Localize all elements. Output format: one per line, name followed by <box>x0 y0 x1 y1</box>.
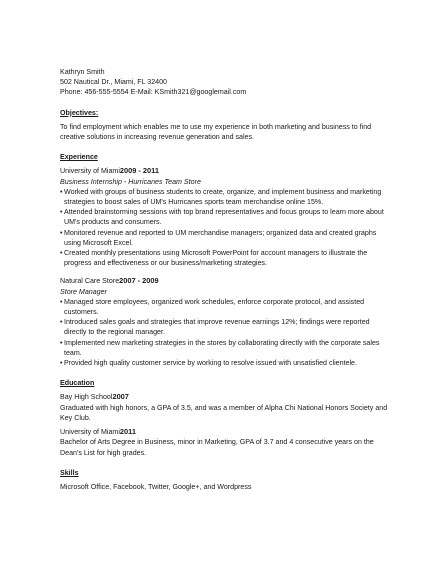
job-bullet: • Provided high quality customer service by working to resolve issued with unsatisfied clientele. <box>60 359 357 368</box>
bullet-icon: • <box>60 228 63 237</box>
candidate-contact: Phone: 456-555-5554 E-Mail: KSmith321@googlemail.com <box>60 88 247 97</box>
objectives-heading: Objectives: <box>60 108 99 117</box>
candidate-address: 502 Nautical Dr., Miami, FL 32400 <box>60 78 167 87</box>
school-year: 2007 <box>112 392 129 402</box>
school-org: Bay High School <box>60 393 113 402</box>
school-org-line <box>60 392 390 402</box>
bullet-icon: • <box>60 338 63 347</box>
skills-heading: Skills <box>60 468 79 477</box>
job-years: 2007 - 2009 <box>119 276 159 286</box>
candidate-name: Kathryn Smith <box>60 68 105 76</box>
education-heading: Education <box>60 379 95 388</box>
job-entry <box>60 276 390 368</box>
job-bullet: • Introduced sales goals and strategies that improve revenue earnings 12%; findings were reported directly to the regional manager. <box>60 318 370 337</box>
skills-text: Microsoft Office, Facebook, Twitter, Google+, and Wordpress <box>60 482 252 491</box>
bullet-icon: • <box>60 249 63 258</box>
job-bullet: • Monitored revenue and reported to UM merchandise managers; organized data and created graphs using Microsoft Excel. <box>60 228 377 247</box>
job-entry <box>60 166 390 268</box>
job-years: 2009 - 2011 <box>119 166 159 176</box>
job-role: Business Internship - Hurricanes Team Store <box>60 177 201 186</box>
job-bullet: • Created monthly presentations using Microsoft PowerPoint for account managers to illustrate the progress and effectiveness or our business/marketing strategies. <box>60 249 368 268</box>
experience-heading: Experience <box>60 153 98 162</box>
job-org-line <box>60 166 390 176</box>
job-bullet: • Worked with groups of business students to create, organize, and implement business and marketing strategies to boost sales of UM's Hurricanes sports team merchandise online 15%. <box>60 187 382 207</box>
job-bullet: • Implemented new marketing strategies in the stores by collaborating directly with the corporate sales team. <box>60 338 380 357</box>
school-details: Bachelor of Arts Degree in Business, minor in Marketing, GPA of 3.7 and 4 consecutive years on the Dean's List for high grades. <box>60 438 374 457</box>
school-entry <box>60 427 390 458</box>
school-year: 2011 <box>119 427 136 437</box>
job-role: Store Manager <box>60 287 107 296</box>
bullet-icon: • <box>60 318 63 327</box>
bullet-icon: • <box>60 208 63 217</box>
job-bullet: • Attended brainstorming sessions with top brand representatives and focus groups to learn more about UM's products and consumers. <box>60 208 384 227</box>
job-org: Natural Care Store <box>60 277 120 286</box>
job-bullet: • Managed store employees, organized work schedules, enforce corporate protocol, and assisted customers. <box>60 297 365 317</box>
job-org-line <box>60 276 390 286</box>
bullet-icon: • <box>60 359 63 368</box>
resume-content <box>60 67 390 492</box>
school-org-line <box>60 427 390 437</box>
objectives-text: To find employment which enables me to use my experience in both marketing and business to find creative solutions in increasing revenue generation and sales. <box>60 122 372 142</box>
school-org: University of Miami <box>60 428 120 437</box>
bullet-icon: • <box>60 297 63 306</box>
bullet-icon: • <box>60 187 63 196</box>
job-org: University of Miami <box>60 167 120 176</box>
school-details: Graduated with high honors, a GPA of 3.5, and was a member of Alpha Chi National Honors Society and Key Club. <box>60 403 388 422</box>
school-entry <box>60 392 390 423</box>
